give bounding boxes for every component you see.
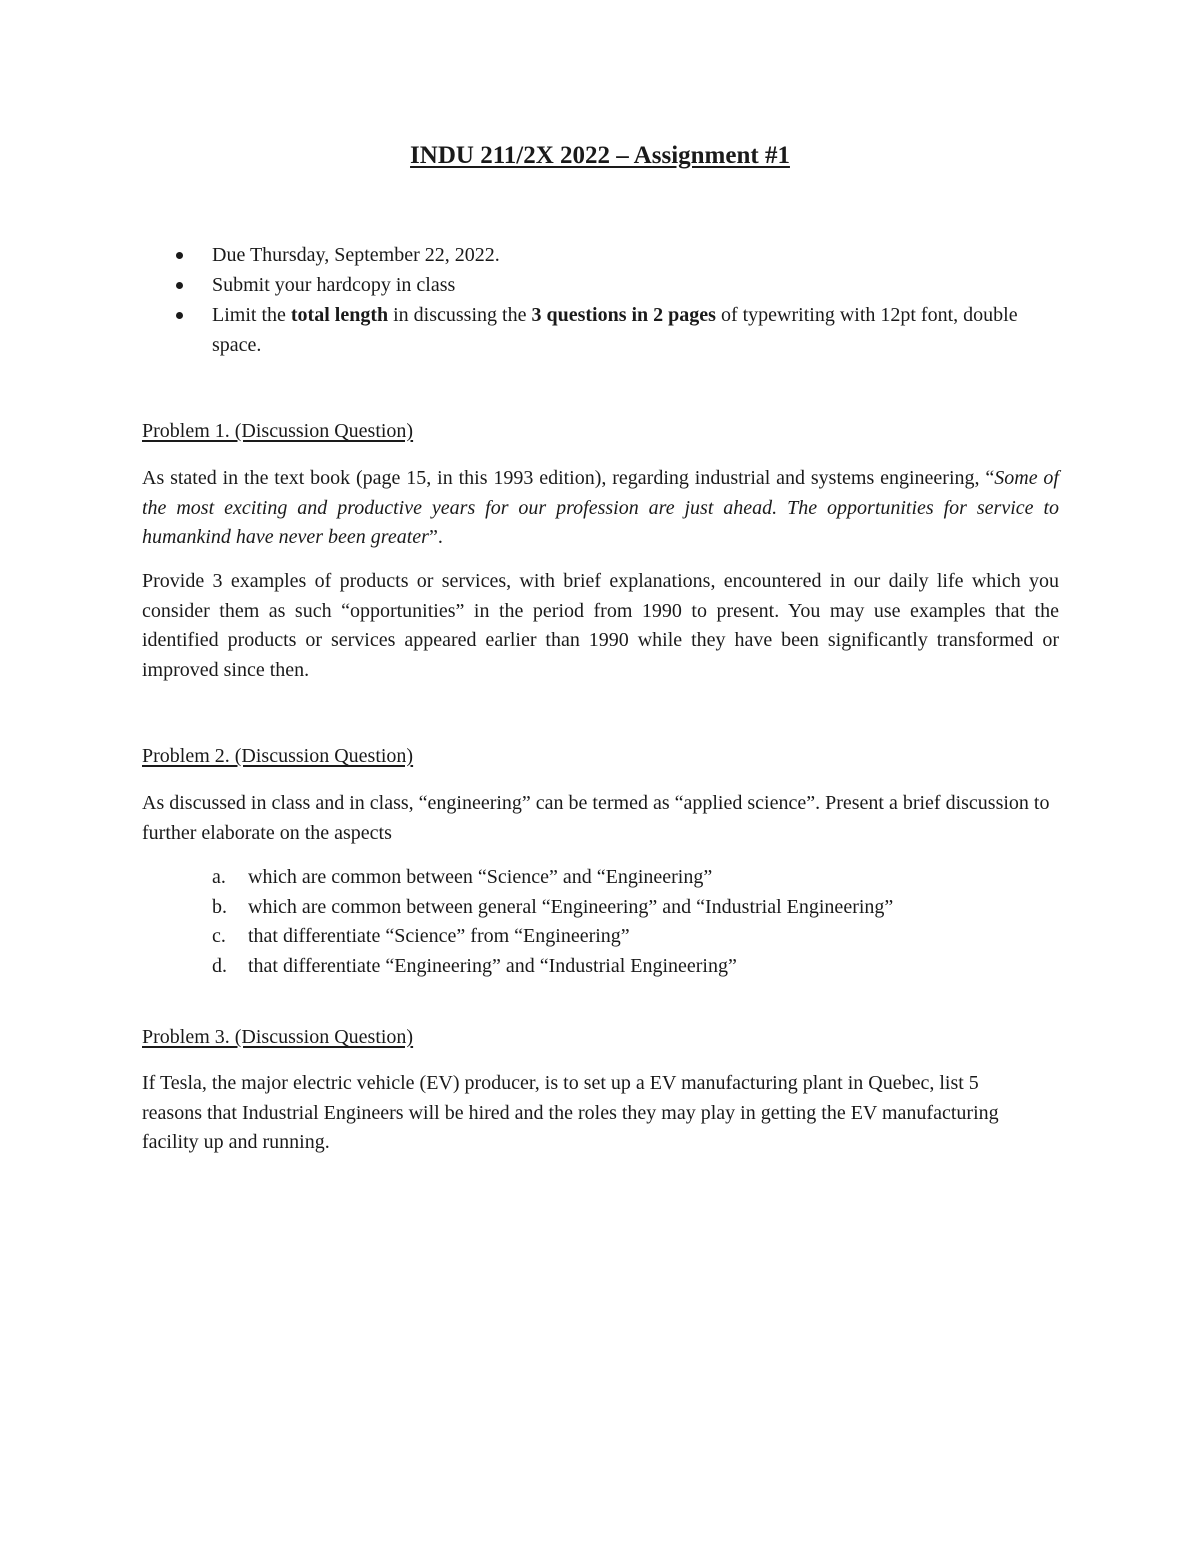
- list-marker: b.: [212, 895, 227, 918]
- bullet-icon: [176, 252, 183, 259]
- problem-2-aspect-list: [212, 863, 893, 981]
- problem-2-paragraph: As discussed in class and in class, “engineering” can be termed as “applied science”. Present a brief discussion to further elaborate on the aspects: [142, 792, 1050, 844]
- bullet-icon: [176, 282, 183, 289]
- page-title: INDU 211/2X 2022 – Assignment #1: [410, 142, 790, 169]
- length-limit-bold-questions: 3 questions in 2 pages: [531, 304, 716, 326]
- problem-1-quote-close: ”.: [428, 526, 443, 548]
- submission-text: Submit your hardcopy in class: [212, 274, 456, 296]
- list-marker: d.: [212, 954, 227, 977]
- list-item-text: which are common between general “Engineering” and “Industrial Engineering”: [248, 895, 894, 918]
- problem-1-intro: As stated in the text book (page 15, in this 1993 edition), regarding industrial and systems engineering, “: [142, 467, 995, 489]
- list-item-text: which are common between “Science” and “Engineering”: [248, 866, 713, 888]
- list-item: [212, 952, 893, 982]
- requirements-list: [176, 240, 1056, 360]
- list-item: [176, 240, 1056, 270]
- length-limit-post: of typewriting with 12pt font, double space.: [212, 304, 1018, 356]
- list-item-text: that differentiate “Engineering” and “Industrial Engineering”: [248, 954, 737, 977]
- problem-2-heading: Problem 2. (Discussion Question): [142, 745, 414, 767]
- due-date-text: Due Thursday, September 22, 2022.: [212, 244, 500, 266]
- list-marker: c.: [212, 925, 226, 947]
- list-item: [212, 893, 893, 923]
- list-item: [176, 300, 1056, 360]
- problem-3-heading: Problem 3. (Discussion Question): [142, 1026, 414, 1048]
- list-item-text: that differentiate “Science” from “Engineering”: [248, 925, 630, 947]
- problem-3-paragraph: If Tesla, the major electric vehicle (EV) producer, is to set up a EV manufacturing plant in Quebec, list 5 reasons that Industrial Engineers will be hired and the roles they may play in getting the EV manufacturing facility up and running.: [142, 1072, 999, 1153]
- list-item: [212, 863, 893, 893]
- problem-1-heading: Problem 1. (Discussion Question): [142, 420, 414, 442]
- problem-1-quote: Some of the most exciting and productive years for our profession are just ahead. The opportunities for service to humankind have never been greater: [142, 467, 1059, 548]
- problem-1-paragraph-2: Provide 3 examples of products or services, with brief explanations, encountered in our daily life which you consider them as such “opportunities” in the period from 1990 to present. You may use examples that the identified products or services appeared earlier than 1990 while they have been significantly transformed or improved since then.: [142, 570, 1059, 681]
- bullet-icon: [176, 312, 183, 319]
- list-item: [176, 270, 1056, 300]
- list-item: [212, 922, 893, 952]
- problem-1-paragraph-1: [142, 464, 1059, 553]
- length-limit-pre: Limit the: [212, 304, 291, 326]
- list-marker: a.: [212, 866, 226, 888]
- length-limit-mid: in discussing the: [388, 304, 532, 326]
- length-limit-bold-total: total length: [290, 304, 389, 326]
